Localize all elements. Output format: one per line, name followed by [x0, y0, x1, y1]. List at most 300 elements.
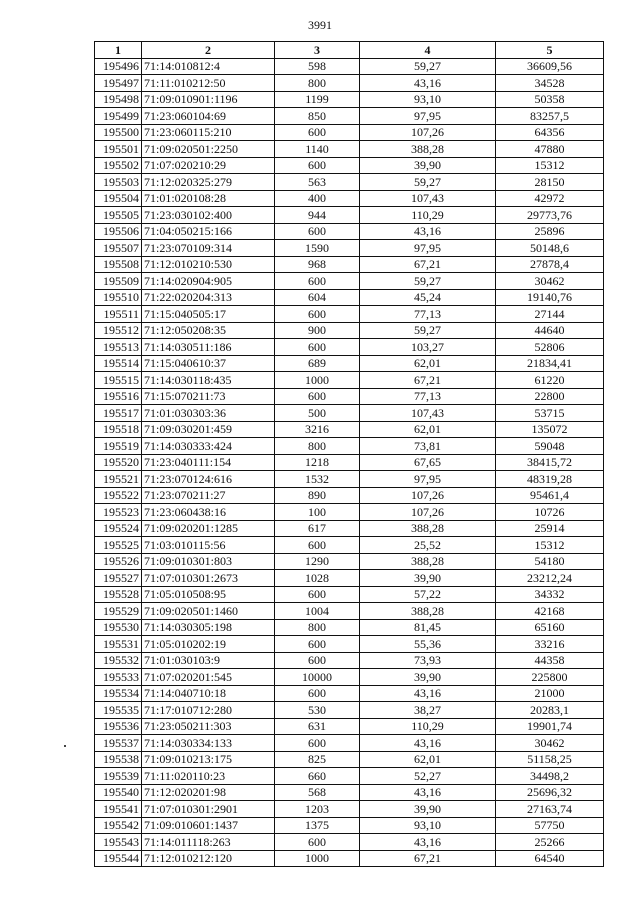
area-cell: 400	[275, 190, 360, 207]
table-row	[95, 537, 604, 554]
table-row	[95, 322, 604, 339]
table-row	[95, 834, 604, 851]
rate-cell: 62,01	[360, 751, 496, 768]
rate-cell: 93,10	[360, 817, 496, 834]
area-cell: 10000	[275, 669, 360, 686]
value-cell: 65160	[496, 619, 604, 636]
cadastral-number-cell: 71:23:040111:154	[142, 454, 275, 471]
table-row	[95, 405, 604, 422]
table-row	[95, 91, 604, 108]
table-row	[95, 504, 604, 521]
row-number-cell: 195544	[95, 850, 142, 867]
table-row	[95, 157, 604, 174]
area-cell: 1199	[275, 91, 360, 108]
row-number-cell: 195523	[95, 504, 142, 521]
table-row	[95, 471, 604, 488]
rate-cell: 39,90	[360, 570, 496, 587]
area-cell: 600	[275, 306, 360, 323]
value-cell: 25914	[496, 520, 604, 537]
value-cell: 28150	[496, 174, 604, 191]
row-number-cell: 195528	[95, 586, 142, 603]
value-cell: 59048	[496, 438, 604, 455]
area-cell: 500	[275, 405, 360, 422]
rate-cell: 25,52	[360, 537, 496, 554]
cadastral-number-cell: 71:01:020108:28	[142, 190, 275, 207]
rate-cell: 43,16	[360, 735, 496, 752]
cadastral-number-cell: 71:14:011118:263	[142, 834, 275, 851]
area-cell: 600	[275, 124, 360, 141]
cadastral-number-cell: 71:14:030511:186	[142, 339, 275, 356]
row-number-cell: 195497	[95, 75, 142, 92]
value-cell: 50148,6	[496, 240, 604, 257]
value-cell: 51158,25	[496, 751, 604, 768]
cadastral-number-cell: 71:12:020201:98	[142, 784, 275, 801]
cadastral-number-cell: 71:01:030103:9	[142, 652, 275, 669]
value-cell: 95461,4	[496, 487, 604, 504]
value-cell: 27144	[496, 306, 604, 323]
area-cell: 600	[275, 685, 360, 702]
cadastral-number-cell: 71:07:010301:2901	[142, 801, 275, 818]
row-number-cell: 195517	[95, 405, 142, 422]
value-cell: 23212,24	[496, 570, 604, 587]
rate-cell: 57,22	[360, 586, 496, 603]
value-cell: 50358	[496, 91, 604, 108]
table-body	[95, 58, 604, 867]
row-number-cell: 195518	[95, 421, 142, 438]
area-cell: 660	[275, 768, 360, 785]
rate-cell: 59,27	[360, 174, 496, 191]
value-cell: 15312	[496, 157, 604, 174]
value-cell: 48319,28	[496, 471, 604, 488]
table-row	[95, 207, 604, 224]
area-cell: 1203	[275, 801, 360, 818]
table-row	[95, 603, 604, 620]
cadastral-number-cell: 71:23:060104:69	[142, 108, 275, 125]
cadastral-number-cell: 71:23:050211:303	[142, 718, 275, 735]
area-cell: 617	[275, 520, 360, 537]
cadastral-number-cell: 71:09:030201:459	[142, 421, 275, 438]
area-cell: 100	[275, 504, 360, 521]
value-cell: 53715	[496, 405, 604, 422]
rate-cell: 59,27	[360, 273, 496, 290]
rate-cell: 43,16	[360, 834, 496, 851]
area-cell: 1375	[275, 817, 360, 834]
table-row	[95, 372, 604, 389]
table-row	[95, 174, 604, 191]
row-number-cell: 195508	[95, 256, 142, 273]
value-cell: 52806	[496, 339, 604, 356]
area-cell: 530	[275, 702, 360, 719]
value-cell: 83257,5	[496, 108, 604, 125]
area-cell: 600	[275, 735, 360, 752]
row-number-cell: 195498	[95, 91, 142, 108]
rate-cell: 388,28	[360, 553, 496, 570]
rate-cell: 107,26	[360, 504, 496, 521]
cadastral-number-cell: 71:14:040710:18	[142, 685, 275, 702]
area-cell: 800	[275, 619, 360, 636]
cadastral-number-cell: 71:23:070109:314	[142, 240, 275, 257]
cadastral-number-cell: 71:09:010601:1437	[142, 817, 275, 834]
cadastral-number-cell: 71:11:020110:23	[142, 768, 275, 785]
area-cell: 600	[275, 834, 360, 851]
rate-cell: 107,43	[360, 190, 496, 207]
rate-cell: 97,95	[360, 108, 496, 125]
row-number-cell: 195519	[95, 438, 142, 455]
cadastral-number-cell: 71:14:030334:133	[142, 735, 275, 752]
table-row	[95, 751, 604, 768]
table-row	[95, 355, 604, 372]
row-number-cell: 195509	[95, 273, 142, 290]
value-cell: 10726	[496, 504, 604, 521]
stray-mark	[64, 745, 66, 747]
value-cell: 44358	[496, 652, 604, 669]
area-cell: 1218	[275, 454, 360, 471]
table-row	[95, 58, 604, 75]
row-number-cell: 195504	[95, 190, 142, 207]
table-row	[95, 421, 604, 438]
rate-cell: 110,29	[360, 207, 496, 224]
value-cell: 30462	[496, 273, 604, 290]
value-cell: 25896	[496, 223, 604, 240]
row-number-cell: 195526	[95, 553, 142, 570]
value-cell: 34498,2	[496, 768, 604, 785]
table-row	[95, 223, 604, 240]
value-cell: 21000	[496, 685, 604, 702]
row-number-cell: 195538	[95, 751, 142, 768]
cadastral-number-cell: 71:11:010212:50	[142, 75, 275, 92]
column-header-1: 1	[95, 42, 142, 59]
row-number-cell: 195536	[95, 718, 142, 735]
cadastral-number-cell: 71:15:070211:73	[142, 388, 275, 405]
row-number-cell: 195511	[95, 306, 142, 323]
rate-cell: 43,16	[360, 75, 496, 92]
cadastral-number-cell: 71:14:030333:424	[142, 438, 275, 455]
cadastral-number-cell: 71:03:010115:56	[142, 537, 275, 554]
row-number-cell: 195535	[95, 702, 142, 719]
cadastral-number-cell: 71:09:010213:175	[142, 751, 275, 768]
table-row	[95, 306, 604, 323]
rate-cell: 67,21	[360, 850, 496, 867]
rate-cell: 59,27	[360, 58, 496, 75]
table-row	[95, 636, 604, 653]
column-header-2: 2	[142, 42, 275, 59]
cadastral-number-cell: 71:12:010212:120	[142, 850, 275, 867]
column-header-4: 4	[360, 42, 496, 59]
table-row	[95, 619, 604, 636]
table-row	[95, 768, 604, 785]
table-row	[95, 817, 604, 834]
area-cell: 1590	[275, 240, 360, 257]
table-row	[95, 339, 604, 356]
value-cell: 54180	[496, 553, 604, 570]
row-number-cell: 195516	[95, 388, 142, 405]
row-number-cell: 195521	[95, 471, 142, 488]
area-cell: 1028	[275, 570, 360, 587]
row-number-cell: 195512	[95, 322, 142, 339]
value-cell: 22800	[496, 388, 604, 405]
value-cell: 21834,41	[496, 355, 604, 372]
table-row	[95, 141, 604, 158]
value-cell: 15312	[496, 537, 604, 554]
area-cell: 600	[275, 652, 360, 669]
row-number-cell: 195510	[95, 289, 142, 306]
cadastral-number-cell: 71:07:020210:29	[142, 157, 275, 174]
value-cell: 225800	[496, 669, 604, 686]
area-cell: 600	[275, 157, 360, 174]
cadastral-number-cell: 71:07:020201:545	[142, 669, 275, 686]
area-cell: 1290	[275, 553, 360, 570]
area-cell: 825	[275, 751, 360, 768]
value-cell: 61220	[496, 372, 604, 389]
value-cell: 27878,4	[496, 256, 604, 273]
table-row	[95, 784, 604, 801]
data-table	[94, 41, 604, 867]
area-cell: 900	[275, 322, 360, 339]
cadastral-number-cell: 71:05:010202:19	[142, 636, 275, 653]
cadastral-number-cell: 71:15:040505:17	[142, 306, 275, 323]
area-cell: 600	[275, 636, 360, 653]
area-cell: 600	[275, 586, 360, 603]
area-cell: 850	[275, 108, 360, 125]
cadastral-number-cell: 71:23:060115:210	[142, 124, 275, 141]
cadastral-number-cell: 71:23:060438:16	[142, 504, 275, 521]
row-number-cell: 195522	[95, 487, 142, 504]
area-cell: 800	[275, 75, 360, 92]
rate-cell: 59,27	[360, 322, 496, 339]
area-cell: 604	[275, 289, 360, 306]
area-cell: 600	[275, 537, 360, 554]
row-number-cell: 195514	[95, 355, 142, 372]
rate-cell: 97,95	[360, 471, 496, 488]
rate-cell: 67,21	[360, 372, 496, 389]
header-row	[95, 42, 604, 59]
value-cell: 38415,72	[496, 454, 604, 471]
row-number-cell: 195537	[95, 735, 142, 752]
rate-cell: 97,95	[360, 240, 496, 257]
area-cell: 1000	[275, 372, 360, 389]
cadastral-number-cell: 71:12:050208:35	[142, 322, 275, 339]
cadastral-number-cell: 71:14:010812:4	[142, 58, 275, 75]
cadastral-number-cell: 71:22:020204:313	[142, 289, 275, 306]
area-cell: 598	[275, 58, 360, 75]
row-number-cell: 195500	[95, 124, 142, 141]
row-number-cell: 195525	[95, 537, 142, 554]
cadastral-number-cell: 71:09:020501:1460	[142, 603, 275, 620]
area-cell: 568	[275, 784, 360, 801]
rate-cell: 67,65	[360, 454, 496, 471]
row-number-cell: 195515	[95, 372, 142, 389]
area-cell: 1000	[275, 850, 360, 867]
value-cell: 25696,32	[496, 784, 604, 801]
rate-cell: 107,26	[360, 124, 496, 141]
area-cell: 1004	[275, 603, 360, 620]
row-number-cell: 195513	[95, 339, 142, 356]
row-number-cell: 195529	[95, 603, 142, 620]
row-number-cell: 195542	[95, 817, 142, 834]
table-row	[95, 685, 604, 702]
table-row	[95, 520, 604, 537]
cadastral-number-cell: 71:07:010301:2673	[142, 570, 275, 587]
area-cell: 600	[275, 339, 360, 356]
value-cell: 57750	[496, 817, 604, 834]
page-number: 3991	[308, 18, 332, 32]
cadastral-number-cell: 71:09:020501:2250	[142, 141, 275, 158]
rate-cell: 388,28	[360, 141, 496, 158]
row-number-cell: 195524	[95, 520, 142, 537]
row-number-cell: 195499	[95, 108, 142, 125]
value-cell: 135072	[496, 421, 604, 438]
row-number-cell: 195530	[95, 619, 142, 636]
rate-cell: 52,27	[360, 768, 496, 785]
rate-cell: 39,90	[360, 157, 496, 174]
cadastral-number-cell: 71:04:050215:166	[142, 223, 275, 240]
rate-cell: 388,28	[360, 520, 496, 537]
value-cell: 30462	[496, 735, 604, 752]
cadastral-number-cell: 71:23:070211:27	[142, 487, 275, 504]
row-number-cell: 195533	[95, 669, 142, 686]
table-row	[95, 273, 604, 290]
value-cell: 25266	[496, 834, 604, 851]
cadastral-number-cell: 71:17:010712:280	[142, 702, 275, 719]
rate-cell: 43,16	[360, 685, 496, 702]
row-number-cell: 195506	[95, 223, 142, 240]
cadastral-number-cell: 71:09:020201:1285	[142, 520, 275, 537]
row-number-cell: 195520	[95, 454, 142, 471]
table-row	[95, 718, 604, 735]
rate-cell: 107,43	[360, 405, 496, 422]
cadastral-number-cell: 71:09:010301:803	[142, 553, 275, 570]
area-cell: 600	[275, 223, 360, 240]
rate-cell: 38,27	[360, 702, 496, 719]
value-cell: 29773,76	[496, 207, 604, 224]
cadastral-number-cell: 71:12:020325:279	[142, 174, 275, 191]
value-cell: 34528	[496, 75, 604, 92]
value-cell: 19901,74	[496, 718, 604, 735]
area-cell: 1140	[275, 141, 360, 158]
row-number-cell: 195496	[95, 58, 142, 75]
area-cell: 3216	[275, 421, 360, 438]
row-number-cell: 195543	[95, 834, 142, 851]
column-header-3: 3	[275, 42, 360, 59]
rate-cell: 39,90	[360, 669, 496, 686]
row-number-cell: 195507	[95, 240, 142, 257]
value-cell: 42168	[496, 603, 604, 620]
rate-cell: 55,36	[360, 636, 496, 653]
cadastral-number-cell: 71:01:030303:36	[142, 405, 275, 422]
area-cell: 600	[275, 388, 360, 405]
area-cell: 631	[275, 718, 360, 735]
table-row	[95, 801, 604, 818]
rate-cell: 73,93	[360, 652, 496, 669]
table-row	[95, 553, 604, 570]
cadastral-number-cell: 71:14:020904:905	[142, 273, 275, 290]
area-cell: 968	[275, 256, 360, 273]
table-row	[95, 850, 604, 867]
value-cell: 64540	[496, 850, 604, 867]
rate-cell: 107,26	[360, 487, 496, 504]
rate-cell: 93,10	[360, 91, 496, 108]
value-cell: 44640	[496, 322, 604, 339]
table-row	[95, 735, 604, 752]
table-row	[95, 702, 604, 719]
area-cell: 800	[275, 438, 360, 455]
table-row	[95, 75, 604, 92]
area-cell: 1532	[275, 471, 360, 488]
cadastral-number-cell: 71:23:070124:616	[142, 471, 275, 488]
table-row	[95, 256, 604, 273]
column-header-5: 5	[496, 42, 604, 59]
row-number-cell: 195503	[95, 174, 142, 191]
row-number-cell: 195534	[95, 685, 142, 702]
cadastral-number-cell: 71:05:010508:95	[142, 586, 275, 603]
row-number-cell: 195502	[95, 157, 142, 174]
rate-cell: 43,16	[360, 223, 496, 240]
area-cell: 600	[275, 273, 360, 290]
value-cell: 34332	[496, 586, 604, 603]
cadastral-number-cell: 71:15:040610:37	[142, 355, 275, 372]
rate-cell: 81,45	[360, 619, 496, 636]
area-cell: 890	[275, 487, 360, 504]
rate-cell: 62,01	[360, 421, 496, 438]
area-cell: 689	[275, 355, 360, 372]
cadastral-number-cell: 71:14:030118:435	[142, 372, 275, 389]
rate-cell: 73,81	[360, 438, 496, 455]
value-cell: 20283,1	[496, 702, 604, 719]
cadastral-number-cell: 71:23:030102:400	[142, 207, 275, 224]
table-row	[95, 124, 604, 141]
value-cell: 42972	[496, 190, 604, 207]
value-cell: 33216	[496, 636, 604, 653]
table-row	[95, 388, 604, 405]
row-number-cell: 195531	[95, 636, 142, 653]
row-number-cell: 195539	[95, 768, 142, 785]
area-cell: 944	[275, 207, 360, 224]
value-cell: 47880	[496, 141, 604, 158]
area-cell: 563	[275, 174, 360, 191]
value-cell: 64356	[496, 124, 604, 141]
table-row	[95, 487, 604, 504]
row-number-cell: 195505	[95, 207, 142, 224]
table-row	[95, 289, 604, 306]
rate-cell: 45,24	[360, 289, 496, 306]
rate-cell: 39,90	[360, 801, 496, 818]
rate-cell: 388,28	[360, 603, 496, 620]
row-number-cell: 195540	[95, 784, 142, 801]
table-row	[95, 190, 604, 207]
value-cell: 27163,74	[496, 801, 604, 818]
row-number-cell: 195532	[95, 652, 142, 669]
row-number-cell: 195501	[95, 141, 142, 158]
rate-cell: 77,13	[360, 388, 496, 405]
row-number-cell: 195541	[95, 801, 142, 818]
table-row	[95, 570, 604, 587]
value-cell: 19140,76	[496, 289, 604, 306]
rate-cell: 77,13	[360, 306, 496, 323]
cadastral-number-cell: 71:09:010901:1196	[142, 91, 275, 108]
rate-cell: 110,29	[360, 718, 496, 735]
table-row	[95, 586, 604, 603]
rate-cell: 67,21	[360, 256, 496, 273]
rate-cell: 103,27	[360, 339, 496, 356]
rate-cell: 62,01	[360, 355, 496, 372]
table-row	[95, 438, 604, 455]
table-row	[95, 652, 604, 669]
table-row	[95, 108, 604, 125]
rate-cell: 43,16	[360, 784, 496, 801]
row-number-cell: 195527	[95, 570, 142, 587]
table-row	[95, 454, 604, 471]
table-row	[95, 240, 604, 257]
